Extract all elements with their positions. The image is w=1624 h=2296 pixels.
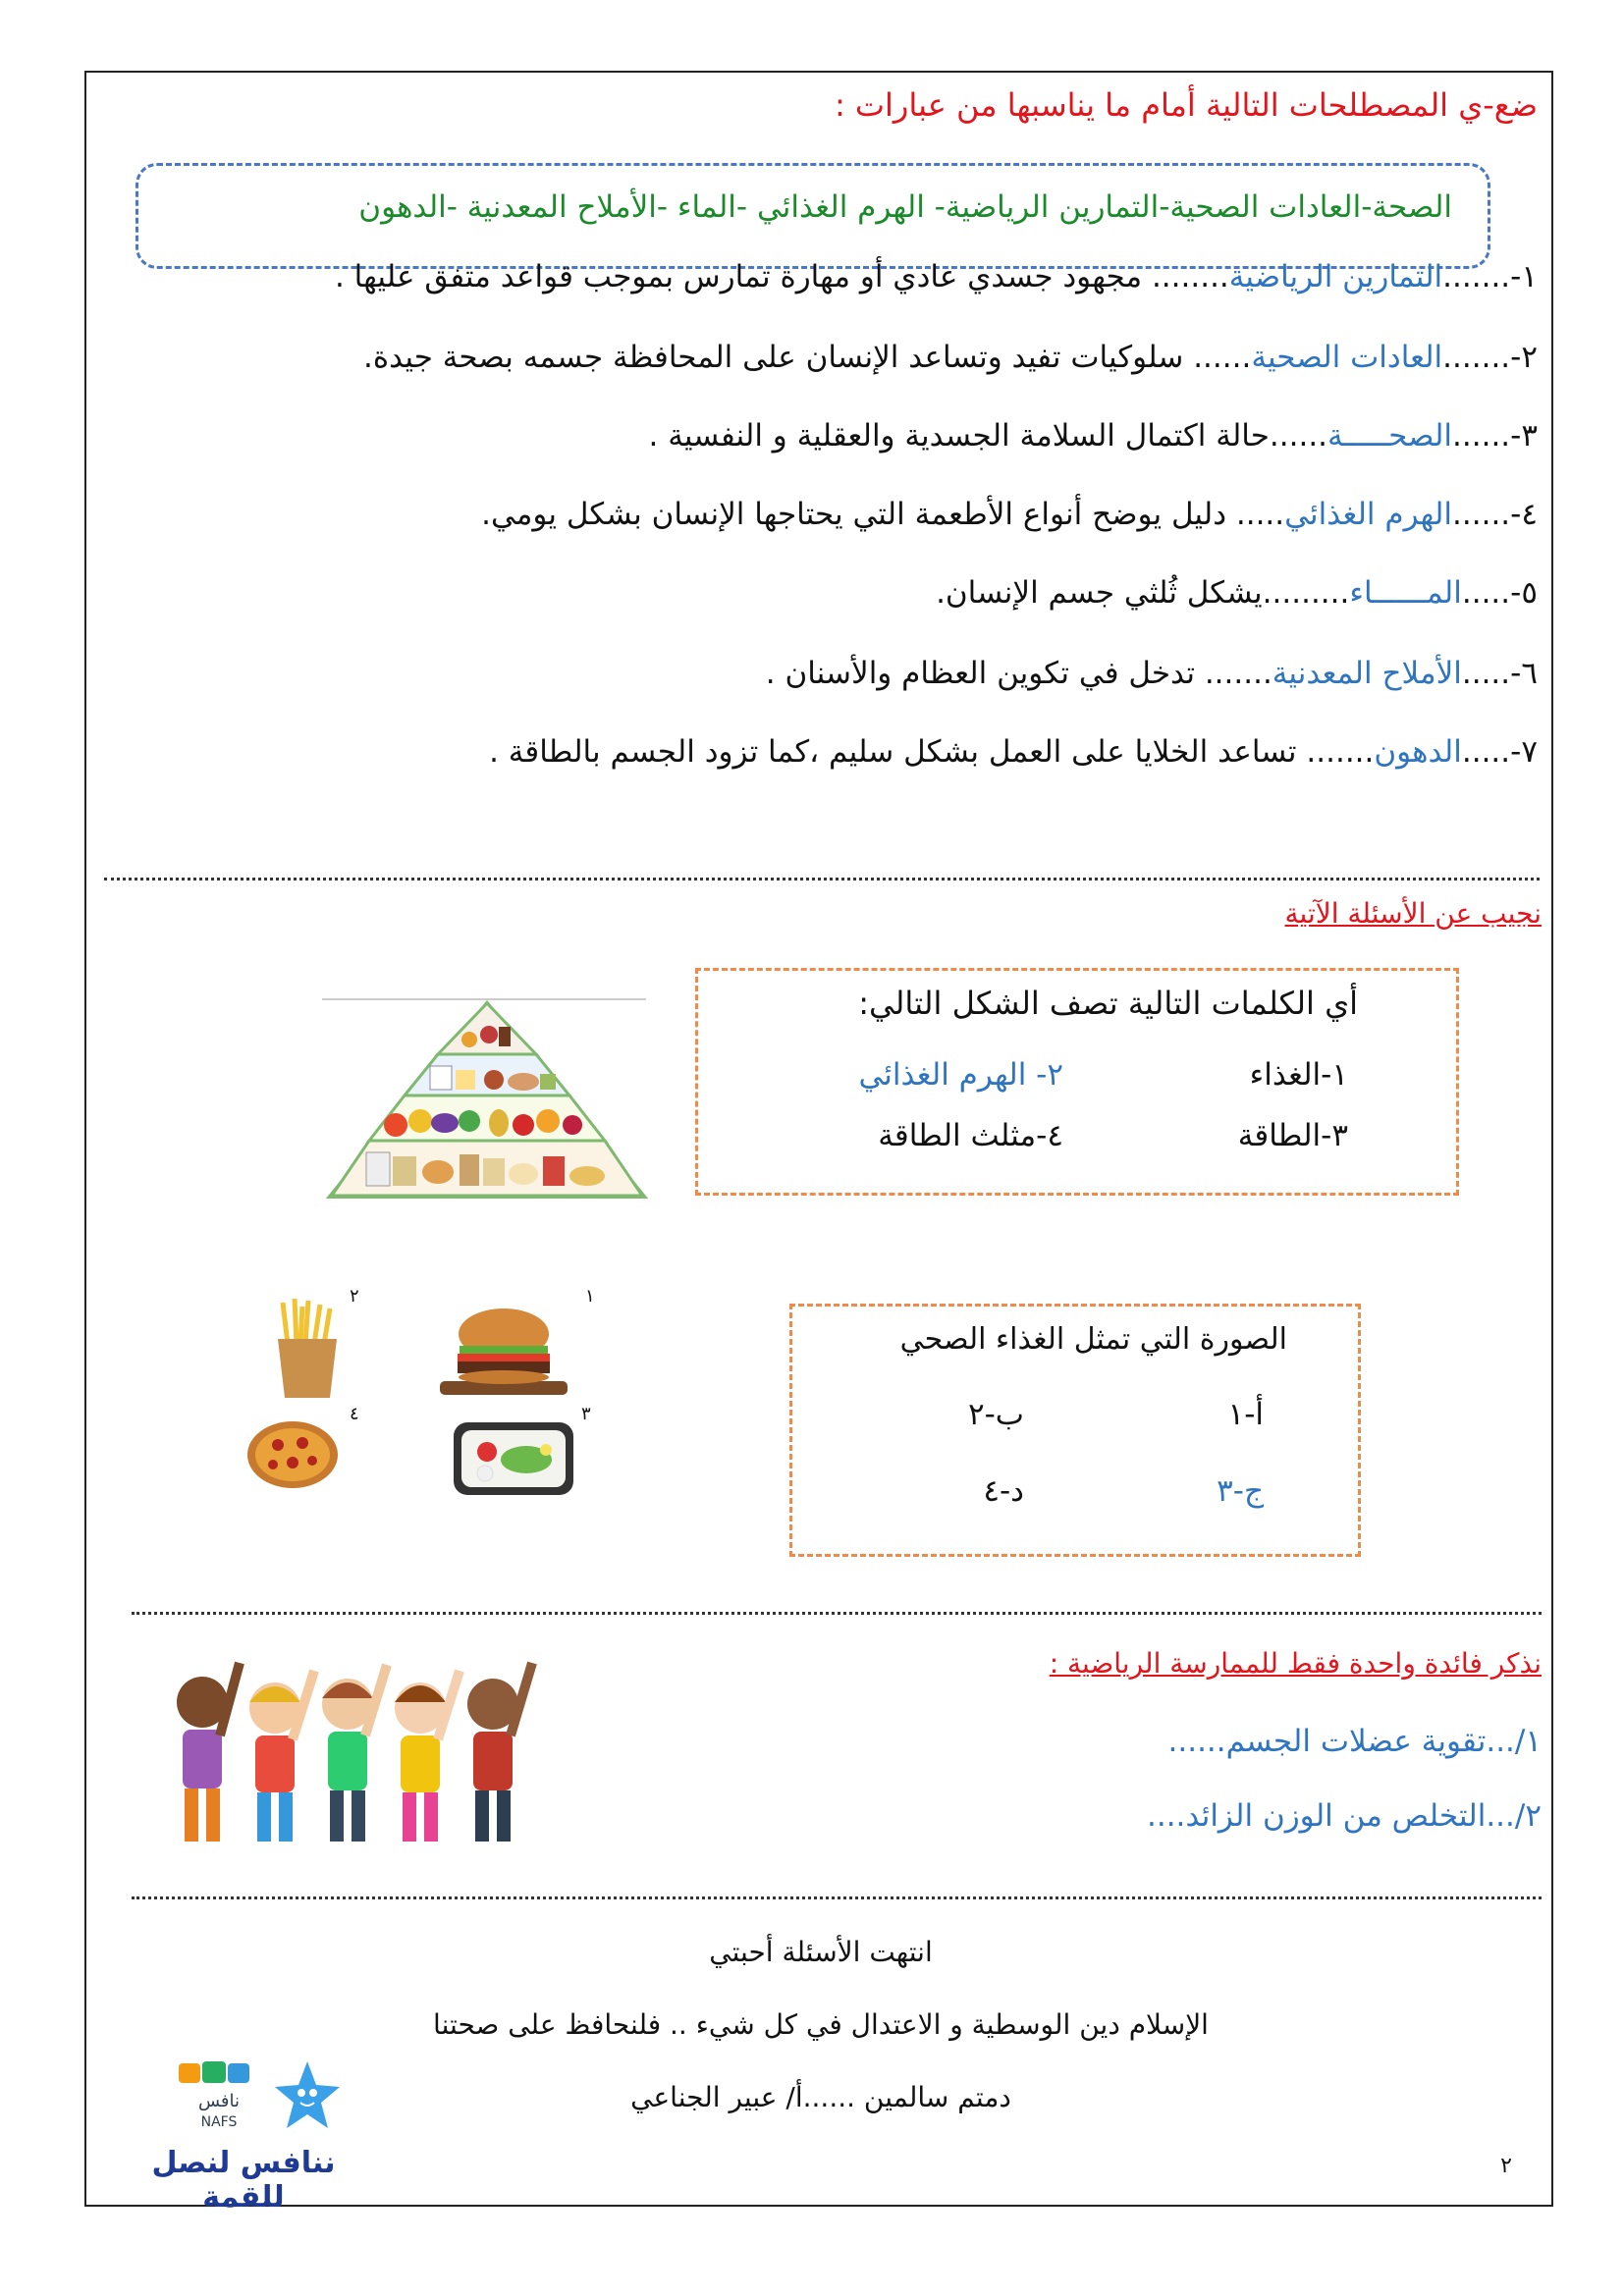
q1-option-1[interactable]: ١-الغذاء [1249, 1057, 1348, 1093]
section1-instruction: ضع-ي المصطلحات التالية أمام ما يناسبها من عبارات : [834, 86, 1538, 124]
item-answer: الهرم الغذائي [1284, 497, 1453, 532]
item-number: ٣-...... [1452, 418, 1538, 454]
closing-line: انتهت الأسئلة أحبتي [709, 1936, 933, 1968]
item-answer: المــــــاء [1349, 575, 1462, 611]
q2-option-c[interactable]: ج-٣ [1217, 1473, 1264, 1509]
healthy-lunchbox-image [450, 1413, 577, 1501]
item-text: ........ مجهود جسدي عادي أو مهارة تمارس بموجب قواعد متفق عليها . [334, 259, 1229, 294]
term-item [335, 259, 1538, 294]
image-number-3: ٣ [581, 1404, 591, 1424]
image-number-4: ٤ [350, 1404, 359, 1424]
q1-option-4[interactable]: ٤-مثلث الطاقة [878, 1118, 1063, 1153]
sport-benefit-answer-1: ١/...تقوية عضلات الجسم...... [1167, 1724, 1542, 1759]
item-number: ٥-..... [1461, 575, 1538, 611]
sport-benefit-answer-2: ٢/...التخلص من الوزن الزائد.... [1147, 1798, 1542, 1834]
q1-option-2[interactable]: ٢- الهرم الغذائي [858, 1057, 1063, 1093]
item-text: ..... دليل يوضح أنواع الأطعمة التي يحتاجها الإنسان بشكل يومي. [481, 497, 1285, 532]
q1-box [695, 968, 1459, 1196]
q2-box [789, 1304, 1361, 1557]
worksheet-page [84, 71, 1553, 2215]
item-number: ٦-..... [1461, 656, 1538, 691]
item-answer: الدهون [1374, 734, 1462, 770]
teacher-signature-line: دمتم سالمين ......أ/ عبير الجناعي [630, 2081, 1011, 2113]
nafs-slogan: ننافس لنصل للقمة [151, 2146, 336, 2215]
page-number: ٢ [1500, 2154, 1512, 2178]
star-mascot-icon [273, 2057, 342, 2136]
burger-image [430, 1295, 577, 1403]
item-text: .........يشكل ثُلثي جسم الإنسان. [936, 575, 1350, 611]
terms-list: الصحة-العادات الصحية-التمارين الرياضية- الهرم الغذائي -الماء -الأملاح المعدنية -الدهون [358, 189, 1452, 225]
item-answer: التمارين الرياضية [1228, 259, 1443, 294]
children-exercising-image [155, 1633, 548, 1859]
pizza-image [244, 1415, 342, 1494]
nafs-logo-arabic: نافس [197, 2091, 241, 2111]
term-item [363, 340, 1538, 375]
image-number-2: ٢ [350, 1286, 359, 1307]
item-answer: الأملاح المعدنية [1272, 656, 1462, 691]
item-text: ...... سلوكيات تفيد وتساعد الإنسان على المحافظة جسمه بصحة جيدة. [363, 340, 1252, 375]
divider [132, 1612, 1542, 1615]
motto-line: الإسلام دين الوسطية و الاعتدال في كل شيء .. فلنحافظ على صحتنا [433, 2008, 1209, 2041]
fries-image [273, 1295, 342, 1403]
divider [132, 1896, 1542, 1899]
nafs-logo-latin: NAFS [200, 2114, 238, 2130]
q2-option-a[interactable]: أ-١ [1227, 1397, 1264, 1432]
divider [104, 878, 1540, 881]
q2-option-d[interactable]: د-٤ [983, 1473, 1024, 1509]
item-number: ٢-....... [1442, 340, 1538, 375]
item-number: ٧-..... [1461, 734, 1538, 770]
terms-box [135, 163, 1490, 269]
item-answer: الصحـــــة [1327, 418, 1453, 454]
nafs-logo [175, 2056, 263, 2144]
q1-question: أي الكلمات التالية تصف الشكل التالي: [858, 985, 1358, 1022]
section3-heading: نذكر فائدة واحدة فقط للممارسة الرياضية : [1049, 1647, 1542, 1680]
food-pyramid-image [322, 995, 656, 1203]
q1-option-3[interactable]: ٣-الطاقة [1237, 1118, 1348, 1153]
term-item [649, 418, 1538, 454]
term-item [936, 575, 1538, 611]
item-answer: العادات الصحية [1251, 340, 1443, 375]
item-number: ٤-...... [1452, 497, 1538, 532]
item-text: ......حالة اكتمال السلامة الجسدية والعقلية و النفسية . [648, 418, 1328, 454]
item-number: ١-....... [1442, 259, 1538, 294]
image-number-1: ١ [585, 1286, 595, 1307]
section2-heading: نجيب عن الأسئلة الآتية [1284, 897, 1542, 930]
q2-question: الصورة التي تمثل الغذاء الصحي [899, 1322, 1287, 1357]
term-item [481, 497, 1538, 532]
term-item [766, 656, 1538, 691]
q2-option-b[interactable]: ب-٢ [967, 1397, 1024, 1432]
item-text: ....... تساعد الخلايا على العمل بشكل سليم ،كما تزود الجسم بالطاقة . [489, 734, 1375, 770]
term-item [489, 734, 1538, 770]
item-text: ....... تدخل في تكوين العظام والأسنان . [765, 656, 1272, 691]
